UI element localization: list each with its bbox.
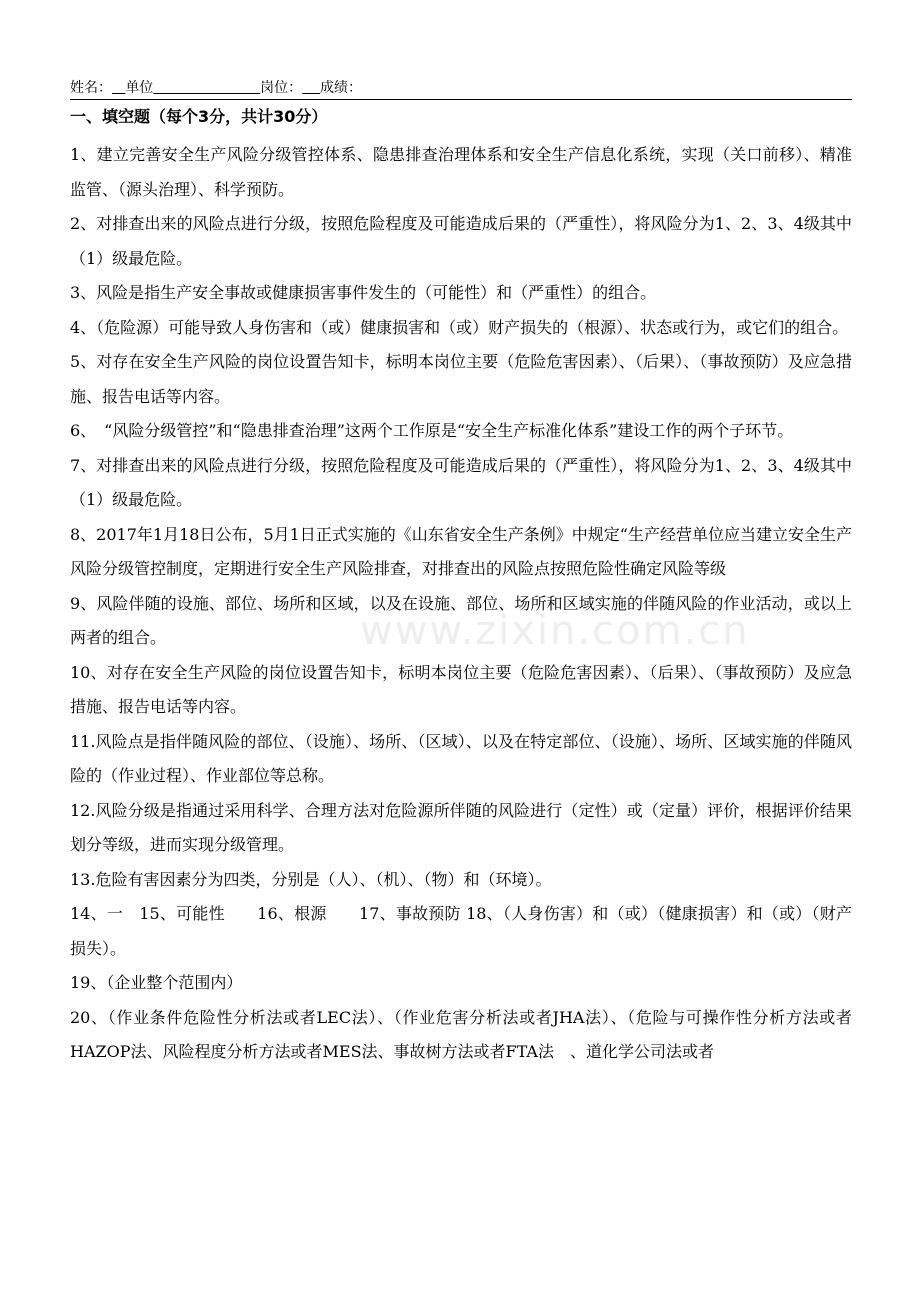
question-item: 2、对排查出来的风险点进行分级，按照危险程度及可能造成后果的（严重性），将风险分为1、2、3、4级其中（1）级最危险。	[70, 214, 852, 268]
watermark: www.zixin.com.cn	[360, 608, 750, 654]
post-label: 岗位：	[260, 80, 303, 96]
question-item: 5、对存在安全生产风险的岗位设置告知卡，标明本岗位主要（危险危害因素）、（后果）、（事故预防）及应急措施、报告电话等内容。	[70, 352, 852, 406]
question-item: 13.危险有害因素分为四类，分别是（人）、（机）、（物）和（环境）。	[70, 869, 552, 889]
unit-field[interactable]	[112, 80, 260, 97]
question-item: 6、 “风险分级管控”和“隐患排查治理”这两个工作原是“安全生产标准化体系”建设工作的两个子环节。	[70, 421, 794, 440]
question-item: 10、对存在安全生产风险的岗位设置告知卡，标明本岗位主要（危险危害因素）、（后果）、（事故预防）及应急措施、报告电话等内容。	[70, 662, 852, 716]
exam-header	[70, 80, 852, 100]
question-item: 4、（危险源）可能导致人身伤害和（或）健康损害和（或）财产损失的（根源）、状态或行为，或它们的组合。	[70, 317, 849, 337]
section-title: 一、填空题（每个3分，共计30分）	[70, 107, 328, 126]
question-item: 19、（企业整个范围内）	[70, 973, 243, 992]
score-label: 成绩：	[319, 80, 362, 96]
question-item: 3、风险是指生产安全事故或健康损害事件发生的（可能性）和（严重性）的组合。	[70, 283, 657, 302]
question-list	[70, 138, 852, 1070]
question-item: 14、一 15、可能性 16、根源 17、事故预防 18、（人身伤害）和（或）（健康损害）和（或）（财产损失）。	[70, 904, 852, 958]
question-item: 8、2017年1月18日公布，5月1日正式实施的《山东省安全生产条例》中规定“生产经营单位应当建立安全生产风险分级管控制度，定期进行安全生产风险排查，对排查出的风险点按照危险性确定风险等级	[70, 524, 852, 578]
name-label: 姓名：	[70, 80, 112, 96]
question-item: 7、对排查出来的风险点进行分级，按照危险程度及可能造成后果的（严重性），将风险分为1、2、3、4级其中（1）级最危险。	[70, 455, 852, 509]
question-item: 9、风险伴随的设施、部位、场所和区域，以及在设施、部位、场所和区域实施的伴随风险的作业活动，或以上两者的组合。	[70, 593, 852, 647]
question-item: 11.风险点是指伴随风险的部位、（设施）、场所、（区域）、以及在特定部位、（设施）、场所、区域实施的伴随风险的（作业过程）、作业部位等总称。	[70, 731, 852, 785]
question-item: 1、建立完善安全生产风险分级管控体系、隐患排查治理体系和安全生产信息化系统，实现（关口前移）、精准监管、（源头治理）、科学预防。	[70, 145, 852, 199]
post-field[interactable]	[302, 80, 320, 97]
unit-label: 单位	[125, 80, 154, 96]
question-item: 12.风险分级是指通过采用科学、合理方法对危险源所伴随的风险进行（定性）或（定量）评价，根据评价结果划分等级，进而实现分级管理。	[70, 800, 852, 854]
question-item: 20、（作业条件危险性分析法或者LEC法）、（作业危害分析法或者JHA法）、（危险与可操作性分析方法或者HAZOP法、风险程度分析方法或者MES法、事故树方法或者FTA法 、道化学公司法或者	[70, 1007, 852, 1061]
